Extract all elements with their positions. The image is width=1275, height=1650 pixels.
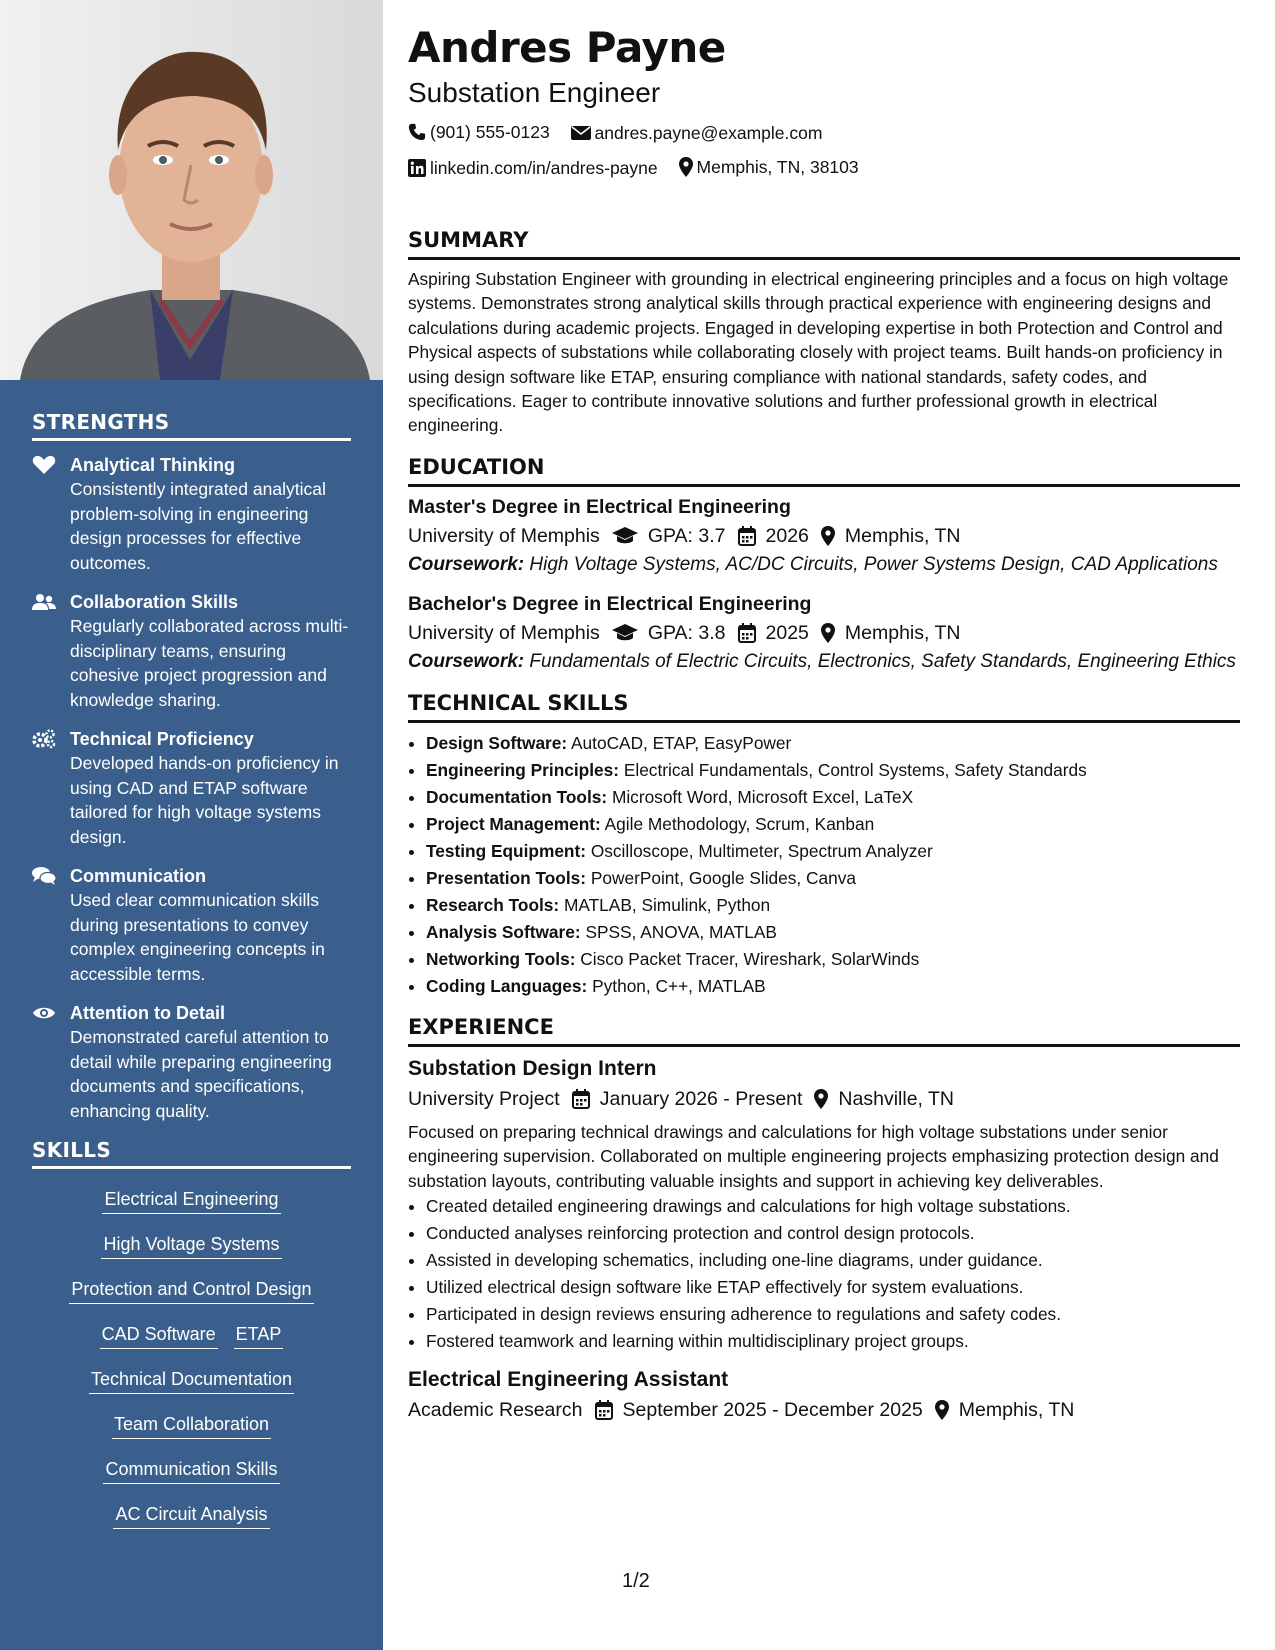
- candidate-title: Substation Engineer: [408, 77, 661, 108]
- map-marker-icon: [935, 1400, 949, 1420]
- strength-item: [32, 864, 351, 986]
- coursework-label: Coursework:: [408, 553, 525, 575]
- strength-title: Technical Proficiency: [70, 729, 254, 749]
- coursework-list: Fundamentals of Electric Circuits, Electronics, Safety Standards, Engineering Ethics: [529, 650, 1236, 672]
- skills-heading: SKILLS: [32, 1138, 351, 1169]
- skill-category: Documentation Tools:: [426, 786, 608, 807]
- map-marker-icon: [679, 157, 693, 177]
- strength-item: [32, 453, 351, 575]
- envelope-icon: [571, 125, 591, 141]
- job-organization: University Project: [408, 1087, 560, 1110]
- skill-tag: Electrical Engineering: [102, 1185, 280, 1214]
- job-dates: January 2026 - Present: [599, 1087, 803, 1110]
- education-item: [408, 494, 1240, 577]
- strength-description: Used clear communication skills during presentations to convey complex engineering concepts in accessible terms.: [70, 890, 325, 984]
- summary-heading: SUMMARY: [408, 225, 1240, 260]
- list-item: • Assisted in developing schematics, including one-line diagrams, under guidance.: [426, 1247, 1240, 1274]
- list-item: [426, 730, 1240, 757]
- job-entry: [408, 1365, 1240, 1425]
- profile-photo: [0, 0, 383, 380]
- list-item: [426, 838, 1240, 865]
- degree-title: Bachelor's Degree in Electrical Engineering: [408, 592, 812, 615]
- gpa: GPA: 3.7: [647, 524, 726, 547]
- skill-category: Coding Languages:: [426, 975, 588, 996]
- skill-tag: High Voltage Systems: [101, 1230, 281, 1259]
- education-item: [408, 591, 1240, 674]
- map-marker-icon: [821, 526, 835, 546]
- summary-text: Aspiring Substation Engineer with grounding in electrical engineering principles and a focus on high voltage systems. Demonstrates strong analytical skills through practical experience with engineering designs and calculations during academic projects. Engaged in developing expertise in both Protection and Control and Physical aspects of substations while collaborating closely with project teams. Built hands-on proficiency in using design software like ETAP, ensuring compliance with national standards, safety codes, and specifications. Eager to contribute innovative solutions and further professional growth in electrical engineering.: [408, 269, 1229, 436]
- sidebar: [0, 0, 383, 1650]
- list-item: [426, 919, 1240, 946]
- map-marker-icon: [814, 1089, 828, 1109]
- job-title: Substation Design Intern: [408, 1056, 657, 1080]
- skill-tag: Protection and Control Design: [69, 1275, 313, 1304]
- coursework-list: High Voltage Systems, AC/DC Circuits, Power Systems Design, CAD Applications: [529, 553, 1218, 575]
- strength-title: Collaboration Skills: [70, 592, 239, 612]
- school-location: Memphis, TN: [844, 621, 961, 644]
- degree-title: Master's Degree in Electrical Engineering: [408, 495, 791, 518]
- linkedin-url[interactable]: linkedin.com/in/andres-payne: [430, 158, 658, 178]
- linkedin-icon: [408, 159, 426, 177]
- technical-skills-heading: TECHNICAL SKILLS: [408, 688, 1240, 723]
- list-item: [426, 892, 1240, 919]
- calendar-icon: [738, 623, 756, 643]
- list-item: • Participated in design reviews ensuring adherence to regulations and safety codes.: [426, 1301, 1240, 1328]
- skill-values: MATLAB, Simulink, Python: [563, 894, 771, 915]
- skill-tag: AC Circuit Analysis: [113, 1500, 269, 1529]
- graduation-cap-icon: [612, 624, 638, 642]
- gears-icon: [32, 729, 56, 749]
- gpa: GPA: 3.8: [647, 621, 726, 644]
- strength-item: [32, 590, 351, 712]
- skill-values: SPSS, ANOVA, MATLAB: [585, 921, 777, 942]
- list-item: • Created detailed engineering drawings and calculations for high voltage substations.: [426, 1193, 1240, 1220]
- strength-item: [32, 727, 351, 849]
- profile-photo-illustration: [0, 0, 383, 380]
- sidebar-content: [32, 410, 351, 1545]
- skill-category: Analysis Software:: [426, 921, 581, 942]
- calendar-icon: [572, 1089, 590, 1109]
- skill-values: Cisco Packet Tracer, Wireshark, SolarWinds: [580, 948, 920, 969]
- email-address[interactable]: andres.payne@example.com: [594, 123, 823, 143]
- strength-description: Regularly collaborated across multi-disciplinary teams, ensuring cohesive project progression and knowledge sharing.: [70, 616, 349, 710]
- strength-item: [32, 1001, 351, 1123]
- skill-values: PowerPoint, Google Slides, Canva: [590, 867, 856, 888]
- skill-values: Agile Methodology, Scrum, Kanban: [604, 813, 875, 834]
- candidate-name: Andres Payne: [408, 23, 726, 72]
- strength-title: Communication: [70, 866, 207, 886]
- graduation-year: 2025: [765, 621, 809, 644]
- users-icon: [32, 592, 56, 612]
- school-name: University of Memphis: [408, 621, 600, 644]
- list-item: • Fostered teamwork and learning within multidisciplinary project groups.: [426, 1328, 1240, 1355]
- strength-description: Demonstrated careful attention to detail while preparing engineering documents and specifications, enhancing quality.: [70, 1027, 332, 1121]
- main-content: [408, 20, 1240, 1425]
- list-item: [426, 811, 1240, 838]
- skill-category: Networking Tools:: [426, 948, 576, 969]
- job-title: Electrical Engineering Assistant: [408, 1368, 729, 1392]
- list-item: [426, 865, 1240, 892]
- job-description: Focused on preparing technical drawings and calculations for high voltage substations under senior engineering supervision. Collaborated on multiple engineering projects emphasizing protection design and substation layouts, contributing valuable insights and support in achieving key deliverables.: [408, 1121, 1219, 1191]
- skill-values: Microsoft Word, Microsoft Excel, LaTeX: [611, 786, 914, 807]
- contact-info: [408, 116, 1240, 187]
- coursework: [408, 650, 1240, 674]
- education-heading: EDUCATION: [408, 452, 1240, 487]
- list-item: [426, 784, 1240, 811]
- graduation-year: 2026: [765, 524, 809, 547]
- job-location: Nashville, TN: [838, 1087, 955, 1110]
- strength-description: Consistently integrated analytical problem-solving in engineering design processes for effective outcomes.: [70, 479, 326, 573]
- page-indicator: 1/2: [622, 1570, 650, 1592]
- skill-values: AutoCAD, ETAP, EasyPower: [571, 732, 792, 753]
- list-item: • Utilized electrical design software like ETAP effectively for system evaluations.: [426, 1274, 1240, 1301]
- phone-number[interactable]: (901) 555-0123: [430, 122, 550, 142]
- coursework: [408, 553, 1240, 577]
- job-location: Memphis, TN: [958, 1399, 1075, 1422]
- strength-title: Attention to Detail: [70, 1003, 225, 1023]
- calendar-icon: [738, 526, 756, 546]
- phone-icon: [408, 123, 426, 141]
- skill-category: Project Management:: [426, 813, 601, 834]
- skill-tag: ETAP: [234, 1320, 284, 1349]
- skill-values: Python, C++, MATLAB: [592, 975, 766, 996]
- skill-category: Presentation Tools:: [426, 867, 587, 888]
- skill-values: Oscilloscope, Multimeter, Spectrum Analyzer: [590, 840, 933, 861]
- skill-tag: CAD Software: [100, 1320, 218, 1349]
- strength-title: Analytical Thinking: [70, 455, 236, 475]
- job-bullets: [408, 1193, 1240, 1355]
- school-location: Memphis, TN: [844, 524, 961, 547]
- skill-category: Research Tools:: [426, 894, 560, 915]
- school-name: University of Memphis: [408, 524, 600, 547]
- experience-heading: EXPERIENCE: [408, 1012, 1240, 1047]
- location: Memphis, TN, 38103: [696, 157, 859, 177]
- skill-category: Engineering Principles:: [426, 759, 620, 780]
- skill-tag: Technical Documentation: [89, 1365, 294, 1394]
- job-dates: September 2025 - December 2025: [622, 1399, 923, 1422]
- list-item: [426, 973, 1240, 1000]
- skill-tag: Team Collaboration: [112, 1410, 271, 1439]
- list-item: [426, 757, 1240, 784]
- comments-icon: [32, 866, 56, 886]
- coursework-label: Coursework:: [408, 650, 525, 672]
- list-item: [426, 946, 1240, 973]
- strength-description: Developed hands-on proficiency in using CAD and ETAP software tailored for high voltage systems design.: [70, 753, 339, 847]
- skill-tag: Communication Skills: [103, 1455, 279, 1484]
- skill-values: Electrical Fundamentals, Control Systems, Safety Standards: [623, 759, 1087, 780]
- skill-category: Testing Equipment:: [426, 840, 587, 861]
- skills-list: [32, 1181, 351, 1531]
- strengths-heading: STRENGTHS: [32, 410, 351, 441]
- technical-skills-list: [408, 730, 1240, 1000]
- job-organization: Academic Research: [408, 1399, 583, 1422]
- calendar-icon: [595, 1400, 613, 1420]
- skill-category: Design Software:: [426, 732, 568, 753]
- heart-icon: [32, 455, 56, 475]
- list-item: • Conducted analyses reinforcing protection and control design protocols.: [426, 1220, 1240, 1247]
- job-entry: [408, 1054, 1240, 1355]
- graduation-cap-icon: [612, 527, 638, 545]
- eye-icon: [32, 1003, 56, 1023]
- map-marker-icon: [821, 623, 835, 643]
